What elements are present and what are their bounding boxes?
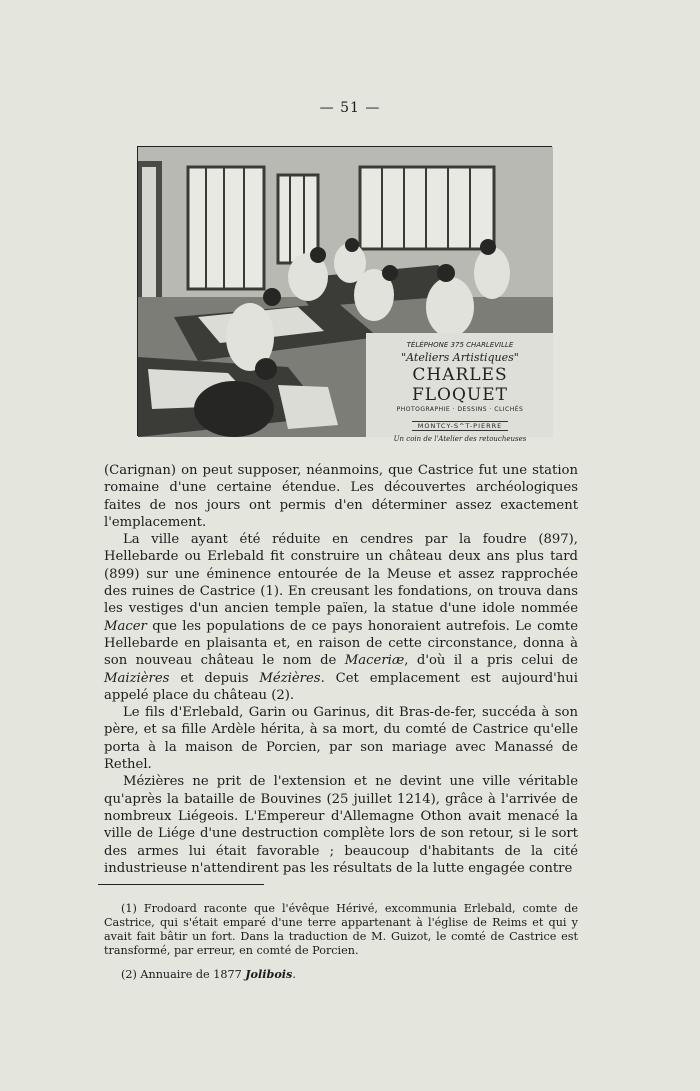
footnotes bbox=[104, 902, 578, 991]
page-number: — 51 — bbox=[319, 100, 381, 116]
paragraph: Le fils d'Erlebald, Garin ou Garinus, dit Bras-de-fer, succéda à son père, et sa fille Ardèle hérita, à sa mort, du comté de Castrice qu'elle porta à la maison de Porcien, par son mariage avec Manassé de Rethel. bbox=[104, 705, 578, 773]
stamp-place: MONTCY-S^T-PIERRE bbox=[412, 421, 509, 431]
stamp-name: CHARLES FLOQUET bbox=[411, 365, 509, 405]
footnote-divider bbox=[98, 884, 264, 885]
footnote: (2) Annuaire de 1877 Jolibois. bbox=[121, 967, 296, 981]
footnote: (1) Frodoard raconte que l'évêque Hérivé, excommunia Erlebald, comte de Castrice, qui s'était emparé d'une terre appartenant à l'église de Reims et qui y avait fait bâtir un fort. Dans la traduction de M. Guizot, le comté de Castrice est transformé, par erreur, en comté de Porcien. bbox=[104, 902, 578, 957]
photographer-stamp bbox=[375, 339, 545, 443]
stamp-services: PHOTOGRAPHIE · DESSINS · CLICHÉS bbox=[396, 406, 524, 413]
paragraph: (Carignan) on peut supposer, néanmoins, que Castrice fut une station romaine d'une certaine étendue. Les découvertes archéologiques faites de nos jours ont permis d'en déterminer assez exactement l'emplacement. bbox=[104, 463, 578, 530]
paragraph: Mézières ne prit de l'extension et ne devint une ville véritable qu'après la bataille de Bouvines (25 juillet 1214), grâce à l'arrivée de nombreux Liégeois. L'Empereur d'Allemagne Othon avait menacé la ville de Liége d'une destruction complète lors de son retour, si le sort des armes lui était favorable ; beaucoup d'habitants de la cité industrieuse n'attendirent pas les résultats de la lutte engagée contre bbox=[104, 774, 578, 876]
paragraph: La ville ayant été réduite en cendres par la foudre (897), Hellebarde ou Erlebald fit construire un château deux ans plus tard (899) sur une éminence entourée de la Meuse et assez rapprochée des ruines de Castrice (1). En creusant les fondations, on trouva dans les vestiges d'un ancien temple païen, la statue d'une idole nommée Macer que les populations de ce pays honoraient autrefois. Le comte Hellebarde en plaisanta et, en raison de cette circonstance, donna à son nouveau château le nom de Maceriæ, d'où il a pris celui de Maizières et depuis Mézières. Cet emplacement est aujourd'hui appelé place du château (2). bbox=[104, 532, 578, 703]
stamp-ateliers: "Ateliers Artistiques" bbox=[401, 351, 519, 364]
workshop-photograph bbox=[137, 146, 552, 443]
stamp-telephone: TÉLÉPHONE 375 CHARLEVILLE bbox=[406, 341, 514, 349]
body-text bbox=[104, 462, 578, 877]
stamp-caption: Un coin de l'Atelier des retoucheuses bbox=[393, 435, 527, 443]
